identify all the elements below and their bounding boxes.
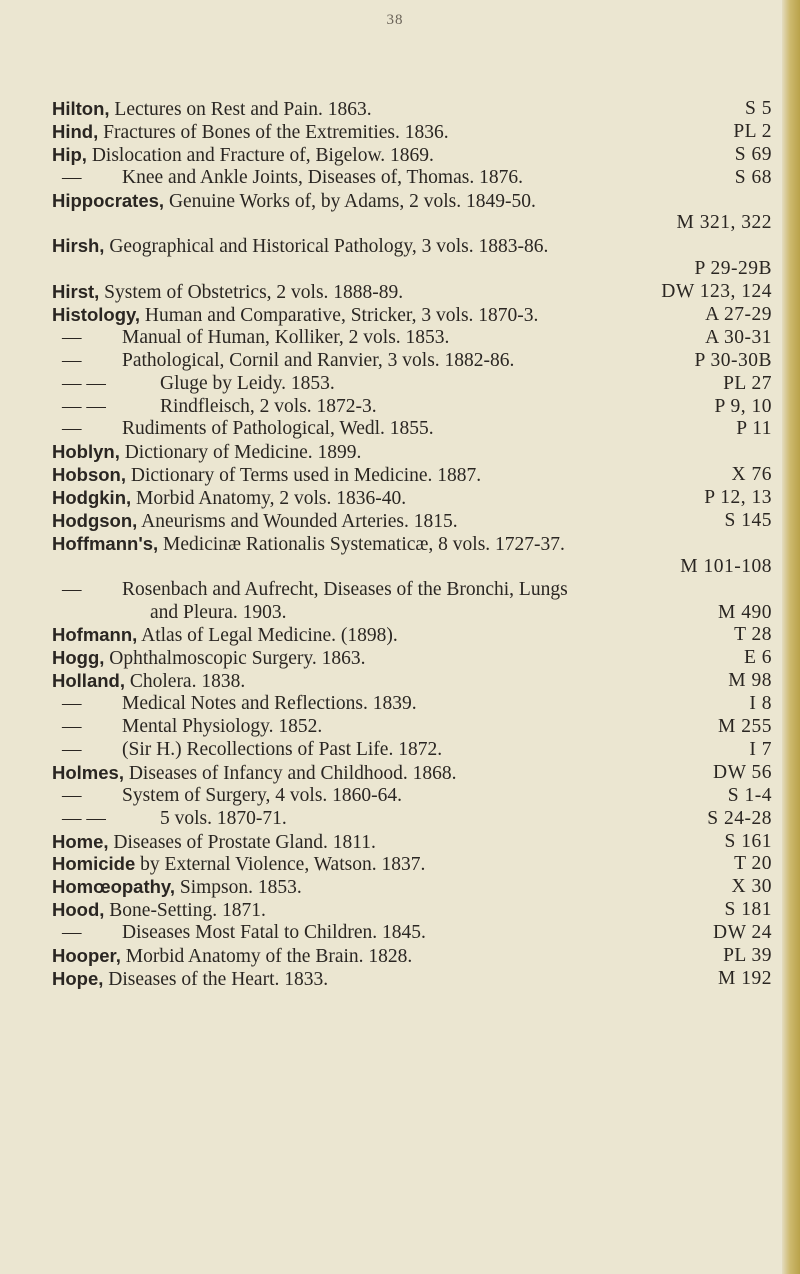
entry-text — [52, 670, 245, 694]
entry-heading: Hippocrates, — [52, 189, 165, 211]
shelf-reference: M 321, 322 — [676, 212, 772, 234]
entry-title: Morbid Anatomy of the Brain. 1828. — [125, 945, 413, 967]
entry-text — [52, 533, 565, 557]
entry-heading: Hobson, — [52, 464, 126, 486]
shelf-reference: I 7 — [749, 738, 772, 760]
entry-heading: Hodgkin, — [52, 487, 132, 509]
entry-title: Medical Notes and Reflections. 1839. — [122, 693, 417, 715]
index-line — [52, 739, 772, 762]
entry-text — [52, 945, 412, 969]
ditto-dash: — — [62, 418, 82, 440]
index-line — [52, 144, 772, 167]
entry-text — [62, 785, 402, 808]
entry-text — [62, 739, 442, 762]
ditto-dash: — — [62, 693, 82, 715]
entry-title: and Pleura. 1903. — [150, 601, 287, 623]
entry-text — [62, 167, 523, 190]
index-line — [52, 876, 772, 899]
entry-title: Morbid Anatomy, 2 vols. 1836-40. — [136, 488, 407, 510]
shelf-reference: E 6 — [743, 647, 772, 669]
entry-text — [52, 853, 425, 877]
entry-title: Diseases Most Fatal to Children. 1845. — [122, 922, 426, 944]
index-line — [52, 968, 772, 991]
entry-title: Human and Comparative, Stricker, 3 vols. 1870-3. — [144, 305, 539, 327]
entry-text — [150, 602, 286, 625]
index-line — [52, 899, 772, 922]
entry-heading: Hirst, — [52, 281, 100, 303]
shelf-reference: X 30 — [731, 876, 772, 898]
shelf-reference: I 8 — [749, 693, 772, 715]
entry-title: Simpson. 1853. — [179, 877, 302, 899]
entry-heading: Home, — [52, 830, 109, 852]
index-line — [52, 441, 772, 464]
entry-text — [62, 808, 287, 831]
entry-title: Bone-Setting. 1871. — [109, 900, 266, 922]
entry-title: System of Obstetrics, 2 vols. 1888-89. — [104, 282, 404, 304]
index-line — [52, 235, 772, 258]
entry-text — [62, 579, 568, 602]
entry-title: Ophthalmoscopic Surgery. 1863. — [109, 648, 366, 670]
index-line — [52, 808, 772, 831]
entry-heading: Holmes, — [52, 761, 124, 783]
entry-text — [52, 98, 372, 122]
index-line — [52, 945, 772, 968]
shelf-reference: M 98 — [728, 670, 772, 692]
entry-text — [52, 899, 266, 923]
index-line — [52, 167, 772, 190]
entry-text — [52, 487, 406, 511]
index-line — [52, 762, 772, 785]
index-line — [52, 327, 772, 350]
shelf-reference: P 29-29B — [694, 258, 772, 280]
index-line — [52, 602, 772, 625]
index-line — [52, 418, 772, 441]
entry-heading: Hooper, — [52, 944, 121, 966]
shelf-reference: M 101-108 — [680, 555, 772, 577]
ditto-dash: — — [62, 349, 82, 371]
entry-title: by External Violence, Watson. 1837. — [140, 854, 426, 876]
index-line — [52, 556, 772, 579]
shelf-reference: X 76 — [731, 464, 772, 486]
ditto-dash: — — — [62, 395, 106, 417]
entry-text — [52, 831, 376, 855]
entry-title: Pathological, Cornil and Ranvier, 3 vols. 1882-86. — [122, 349, 515, 371]
shelf-reference: S 181 — [724, 899, 772, 921]
index-line — [52, 487, 772, 510]
entry-title: Diseases of Prostate Gland. 1811. — [113, 831, 376, 853]
entry-heading: Hodgson, — [52, 510, 138, 532]
entry-title: Rosenbach and Aufrecht, Diseases of the Bronchi, Lungs — [122, 578, 568, 600]
index-line — [52, 281, 772, 304]
shelf-reference: P 11 — [736, 418, 772, 440]
shelf-reference: M 255 — [718, 716, 772, 738]
index-line — [52, 647, 772, 670]
entry-title: Genuine Works of, by Adams, 2 vols. 1849-50. — [168, 190, 536, 212]
entry-title: Rindfleisch, 2 vols. 1872-3. — [160, 395, 377, 417]
index-line — [52, 304, 772, 327]
entry-heading: Homœopathy, — [52, 876, 175, 898]
entry-heading: Homicide — [52, 853, 136, 875]
entry-heading: Hip, — [52, 143, 87, 165]
entry-title: Mental Physiology. 1852. — [122, 716, 323, 738]
shelf-reference: M 490 — [718, 601, 772, 623]
entry-title: Geographical and Historical Pathology, 3 vols. 1883-86. — [109, 236, 549, 258]
index-line — [52, 258, 772, 281]
entry-heading: Holland, — [52, 670, 125, 692]
index-line — [52, 670, 772, 693]
entry-text — [52, 464, 481, 488]
index-line — [52, 121, 772, 144]
entry-heading: Hoffmann's, — [52, 532, 159, 554]
entry-text — [62, 922, 426, 945]
shelf-reference: A 27-29 — [705, 304, 772, 326]
entry-text — [62, 716, 322, 739]
shelf-reference: DW 123, 124 — [661, 281, 772, 303]
entry-heading: Hirsh, — [52, 235, 105, 257]
entry-title: Knee and Ankle Joints, Diseases of, Thomas. 1876. — [122, 166, 523, 188]
entry-text — [52, 624, 398, 648]
shelf-reference: PL 27 — [723, 372, 772, 394]
entry-title: Diseases of the Heart. 1833. — [108, 968, 329, 990]
index-line — [52, 922, 772, 945]
index-line — [52, 510, 772, 533]
index-line — [52, 464, 772, 487]
entry-heading: Hilton, — [52, 98, 110, 119]
entry-title: Aneurisms and Wounded Arteries. 1815. — [141, 511, 458, 533]
page-edge — [782, 0, 800, 1274]
shelf-reference: S 1-4 — [727, 784, 772, 806]
entry-title: Fractures of Bones of the Extremities. 1836. — [103, 121, 449, 143]
index-line — [52, 190, 772, 213]
ditto-dash: — — [62, 784, 82, 806]
entry-text — [52, 144, 434, 168]
entry-text — [62, 327, 449, 350]
entry-heading: Histology, — [52, 304, 141, 326]
entry-text — [62, 418, 434, 441]
entry-text — [62, 350, 514, 373]
entry-text — [62, 693, 417, 716]
entry-text — [52, 510, 458, 534]
entry-text — [62, 396, 377, 419]
entry-heading: Hogg, — [52, 647, 105, 669]
shelf-reference: S 5 — [745, 98, 772, 119]
shelf-reference: T 28 — [734, 624, 772, 646]
shelf-reference: DW 24 — [712, 922, 772, 944]
entry-title: System of Surgery, 4 vols. 1860-64. — [122, 784, 403, 806]
ditto-dash: — — [62, 578, 82, 600]
entry-text — [62, 373, 335, 396]
entry-heading: Hood, — [52, 899, 105, 921]
index-line — [52, 373, 772, 396]
entry-text — [52, 968, 328, 992]
entry-title: Atlas of Legal Medicine. (1898). — [141, 625, 398, 647]
entry-title: Rudiments of Pathological, Wedl. 1855. — [122, 418, 434, 440]
shelf-reference: S 145 — [724, 510, 772, 532]
ditto-dash: — — [62, 738, 82, 760]
ditto-dash: — — — [62, 372, 106, 394]
index-line — [52, 579, 772, 602]
entry-text — [52, 647, 365, 671]
entry-title: Manual of Human, Kolliker, 2 vols. 1853. — [122, 326, 450, 348]
entry-text — [52, 281, 403, 305]
index-line — [52, 98, 772, 121]
entry-title: 5 vols. 1870-71. — [160, 807, 287, 829]
ditto-dash: — — — [62, 807, 106, 829]
entry-title: Medicinæ Rationalis Systematicæ, 8 vols. 1727-37. — [163, 533, 565, 555]
entry-text — [52, 762, 457, 786]
shelf-reference: P 12, 13 — [704, 487, 772, 509]
ditto-dash: — — [62, 922, 82, 944]
entry-title: Dislocation and Fracture of, Bigelow. 1869. — [91, 144, 434, 166]
entry-title: Dictionary of Terms used in Medicine. 1887. — [130, 465, 482, 487]
shelf-reference: S 161 — [724, 830, 772, 852]
index-line — [52, 212, 772, 235]
shelf-reference: PL 2 — [733, 120, 772, 142]
shelf-reference: P 30-30B — [694, 349, 772, 371]
shelf-reference: S 24-28 — [707, 807, 772, 829]
entry-heading: Hind, — [52, 120, 99, 142]
entry-text — [52, 121, 449, 145]
entry-text — [52, 235, 548, 259]
index-entries — [52, 98, 772, 991]
entry-title: Diseases of Infancy and Childhood. 1868. — [128, 762, 457, 784]
index-line — [52, 624, 772, 647]
entry-title: Dictionary of Medicine. 1899. — [124, 442, 362, 464]
entry-heading: Hoblyn, — [52, 441, 120, 463]
entry-text — [52, 441, 361, 465]
shelf-reference: P 9, 10 — [714, 395, 772, 417]
ditto-dash: — — [62, 716, 82, 738]
page-number: 38 — [386, 12, 404, 28]
shelf-reference: M 192 — [718, 967, 772, 989]
entry-text — [52, 304, 538, 328]
entry-heading: Hope, — [52, 967, 104, 989]
entry-text — [52, 190, 536, 214]
entry-title: (Sir H.) Recollections of Past Life. 1872. — [122, 738, 443, 760]
ditto-dash: — — [62, 166, 82, 188]
index-line — [52, 350, 772, 373]
entry-title: Gluge by Leidy. 1853. — [160, 372, 335, 394]
shelf-reference: DW 56 — [712, 761, 772, 783]
shelf-reference: T 20 — [734, 853, 772, 875]
index-line — [52, 716, 772, 739]
entry-text — [52, 876, 302, 900]
entry-heading: Hofmann, — [52, 624, 138, 646]
index-line — [52, 831, 772, 854]
shelf-reference: PL 39 — [723, 944, 772, 966]
index-line — [52, 396, 772, 419]
ditto-dash: — — [62, 326, 82, 348]
entry-title: Lectures on Rest and Pain. 1863. — [114, 99, 372, 120]
index-line — [52, 853, 772, 876]
shelf-reference: S 68 — [734, 166, 772, 188]
index-line — [52, 693, 772, 716]
shelf-reference: A 30-31 — [705, 326, 772, 348]
index-line — [52, 533, 772, 556]
index-line — [52, 785, 772, 808]
shelf-reference: S 69 — [734, 143, 772, 165]
entry-title: Cholera. 1838. — [129, 671, 246, 693]
